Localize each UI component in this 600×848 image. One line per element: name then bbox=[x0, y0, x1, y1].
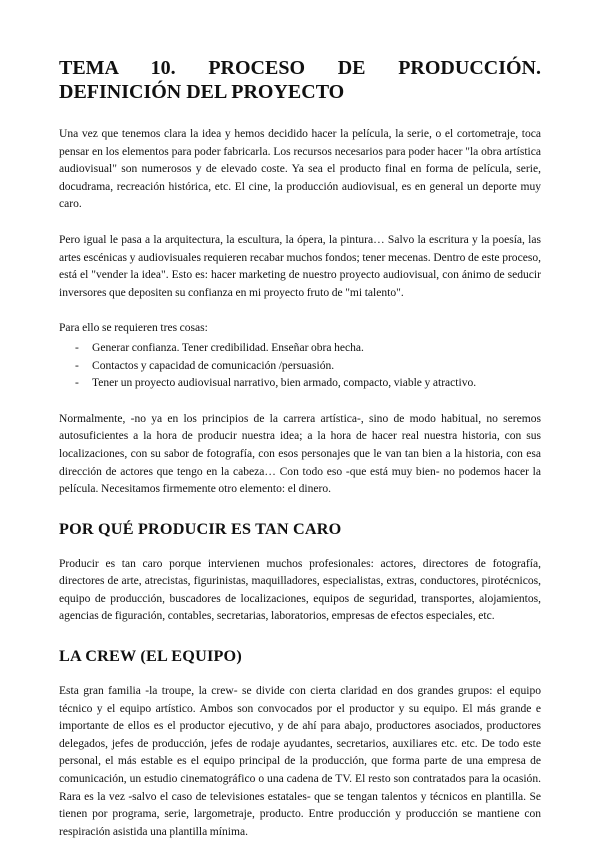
list-item bbox=[59, 358, 541, 376]
list-item-text: Tener un proyecto audiovisual narrativo, bien armado, compacto, viable y atractivo. bbox=[92, 377, 477, 390]
intro-paragraph-4: Normalmente, -no ya en los principios de la carrera artística-, sino de modo habitual, no seremos autosuficientes a la hora de producir nuestra idea; a la hora de hacer real nuestra historia, con sus localizaciones, con su sabor de fotografía, con esos personajes que le van tan bien a la historia, con esa dirección de actores que tengo en la cabeza… Con todo eso -que está muy bien- no podemos hacer la película. Necesitamos firmemente otro elemento: el dinero. bbox=[59, 412, 541, 496]
list-item-text: Generar confianza. Tener credibilidad. Enseñar obra hecha. bbox=[92, 341, 364, 354]
list-item-text: Contactos y capacidad de comunicación /persuasión. bbox=[92, 359, 335, 372]
list-dash-marker: - bbox=[75, 377, 79, 390]
list-item bbox=[59, 375, 541, 393]
section-crew-paragraph: Esta gran familia -la troupe, la crew- se divide con cierta claridad en dos grandes grupos: el equipo técnico y el equipo artístico. Ambos son convocados por el productor y su equipo. El más grande e importante de ellos es el productor ejecutivo, y de ahí para abajo, productores asociados, productores delegados, jefes de producción, jefes de rodaje ayudantes, secretarios, auxiliares etc. etc. De todo este personal, el más estable es el equipo principal de la producción, que forma parte de una empresa de comunicación, un estudio cinematográfico o una cadena de TV. El resto son contratados para la ocasión. Rara es la vez -salvo el caso de televisiones estatales- que se tengan talentos y técnicos en plantilla. Se tienen por programa, serie, largometraje, producto. Entre producción y producción se mantiene con respiración asistida una plantilla mínima. bbox=[59, 685, 541, 838]
list-dash-marker: - bbox=[75, 341, 79, 354]
requirements-list bbox=[59, 340, 541, 393]
section-heading-caro: POR QUÉ PRODUCIR ES TAN CARO bbox=[59, 519, 342, 538]
list-dash-marker: - bbox=[75, 359, 79, 372]
list-item bbox=[59, 340, 541, 358]
section-heading-crew: LA CREW (EL EQUIPO) bbox=[59, 647, 242, 666]
page-title-line-1: TEMA 10. PROCESO DE PRODUCCIÓN. bbox=[59, 57, 541, 79]
intro-paragraph-2: Pero igual le pasa a la arquitectura, la escultura, la ópera, la pintura… Salvo la escritura y la poesía, las artes escénicas y audiovisuales requieren recabar muchos fondos; tener mecenas. Dentro de este proceso, está el "vender la idea". Esto es: hacer marketing de nuestro proyecto audiovisual, con ánimo de seducir inversores que depositen su confianza en mi proyecto fruto de "mi talento". bbox=[59, 233, 541, 299]
section-caro-paragraph: Producir es tan caro porque intervienen muchos profesionales: actores, directores de fotografía, directores de arte, atrecistas, figurinistas, maquilladores, especialistas, extras, conductores, pirotécnicos, equipo de producción, buscadores de localizaciones, equipos de seguridad, transportes, alojamientos, agencias de figuración, contables, secretarias, laboratorios, empresas de efectos especiales, etc. bbox=[59, 557, 541, 623]
document-content bbox=[59, 56, 541, 841]
intro-paragraph-1: Una vez que tenemos clara la idea y hemos decidido hacer la película, la serie, o el cortometraje, toca pensar en los elementos para poder fabricarla. Los recursos necesarios para poder hacer "la obra artística audiovisual" son numerosos y de elevado coste. Ya sea el producto final en forma de película, serie, docudrama, recreación histórica, etc. El cine, la producción audiovisual, es en general un deporte muy caro. bbox=[59, 128, 541, 211]
intro-paragraph-3: Para ello se requieren tres cosas: bbox=[59, 322, 208, 335]
page-title-line-2: DEFINICIÓN DEL PROYECTO bbox=[59, 81, 345, 103]
page-title bbox=[59, 56, 541, 104]
